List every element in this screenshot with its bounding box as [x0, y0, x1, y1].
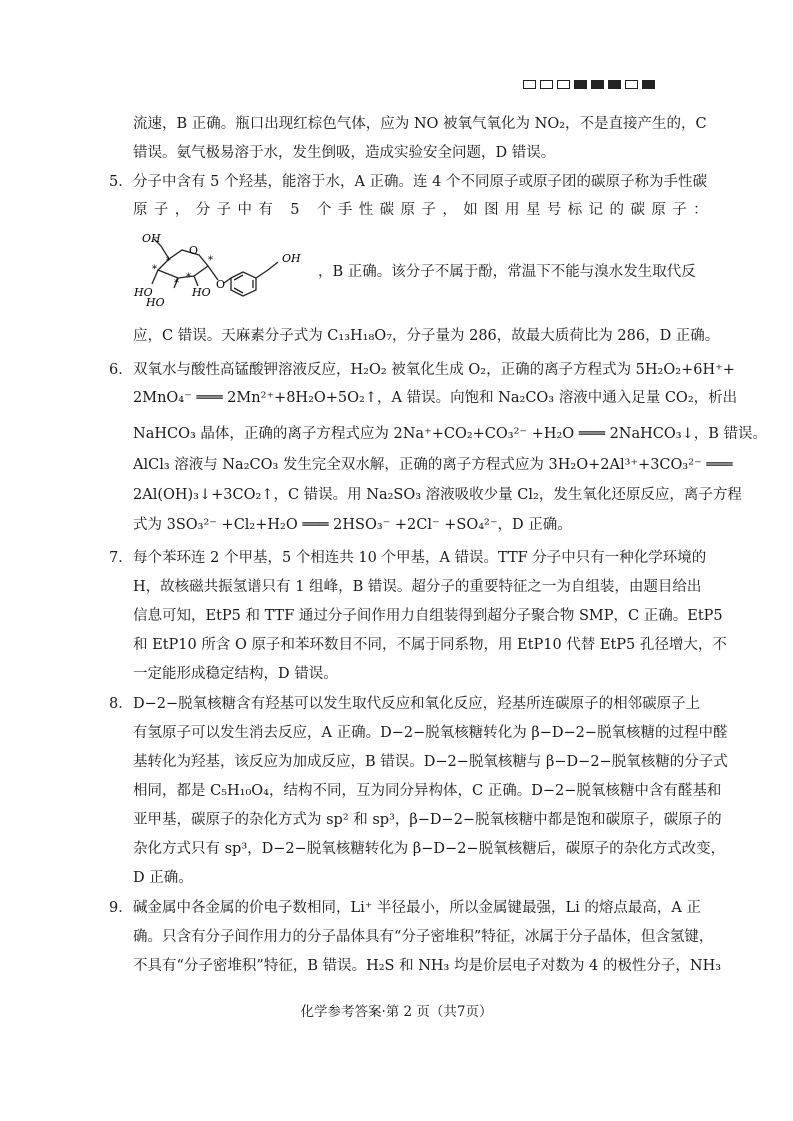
question-number: 6．	[109, 362, 133, 378]
text-line: 错误。氨气极易溶于水，发生倒吸，造成实验安全问题，D 错误。	[133, 145, 556, 161]
chiral-star: *	[186, 272, 191, 283]
text-line: 2Al(OH)₃↓+3CO₂↑，C 错误。用 Na₂SO₃ 溶液吸收少量 Cl₂，发生氧化还原反应，离子方程	[133, 487, 742, 503]
text-line: 式为 3SO₃²⁻ +Cl₂+H₂O ═══ 2HSO₃⁻ +2Cl⁻ +SO₄²⁻，D 正确。	[133, 517, 572, 533]
page-mark-empty	[540, 80, 553, 89]
question-number: 7．	[109, 550, 133, 566]
structure-label: HO	[192, 286, 211, 299]
text-line: 碱金属中各金属的价电子数相同，Li⁺ 半径最小，所以金属键最强，Li 的熔点最高，A 正	[133, 900, 701, 916]
page-mark-filled	[591, 80, 604, 89]
text-line: 基转化为羟基，该反应为加成反应，B 错误。D−2−脱氧核糖与 β−D−2−脱氧核糖的分子式	[133, 754, 728, 770]
chiral-star: *	[208, 255, 213, 266]
structure-label: OH	[282, 252, 301, 265]
text-line: 一定能形成稳定结构，D 错误。	[133, 666, 338, 682]
text-line: 应，C 错误。天麻素分子式为 C₁₃H₁₈O₇，分子量为 286，故最大质荷比为 286，D 正确。	[133, 328, 720, 344]
text-line: 信息可知，EtP5 和 TTF 通过分子间作用力自组装得到超分子聚合物 SMP，C 正确。EtP5	[133, 608, 723, 624]
structure-label: O	[216, 278, 226, 291]
text-line: AlCl₃ 溶液与 Na₂CO₃ 发生完全双水解，正确的离子方程式应为 3H₂O+2Al³⁺+3CO₃²⁻ ═══	[133, 457, 733, 473]
gastrodin-structure-icon	[128, 228, 316, 310]
chiral-star: *	[174, 278, 179, 289]
question-number: 9．	[109, 900, 133, 916]
text-line: 流速，B 正确。瓶口出现红棕色气体，应为 NO 被氧气氧化为 NO₂，不是直接产生的，C	[133, 116, 707, 132]
structure-label: HO	[146, 296, 165, 309]
text-line: 双氧水与酸性高锰酸钾溶液反应，H₂O₂ 被氧化生成 O₂，正确的离子方程式为 5H₂O₂+6H⁺+	[133, 362, 735, 378]
text-line: 有氢原子可以发生消去反应，A 正确。D−2−脱氧核糖转化为 β−D−2−脱氧核糖的过程中醛	[133, 725, 728, 741]
text-line: 每个苯环连 2 个甲基，5 个相连共 10 个甲基，A 错误。TTF 分子中只有一种化学环境的	[133, 550, 707, 566]
text-line: 确。只含有分子间作用力的分子晶体具有“分子密堆积”特征，冰属于分子晶体，但含氢键，	[133, 929, 714, 945]
page-footer: 化学参考答案·第 2 页（共7页）	[300, 1004, 493, 1020]
page-mark-filled	[608, 80, 621, 89]
page-mark-empty	[557, 80, 570, 89]
structure-label: O	[189, 244, 199, 257]
structure-label: OH	[142, 232, 161, 245]
question-number: 5．	[109, 174, 133, 190]
text-line: 分子中含有 5 个羟基，能溶于水，A 正确。连 4 个不同原子或原子团的碳原子称为手性碳	[133, 174, 707, 190]
page-mark-empty	[625, 80, 638, 89]
page-mark-filled	[642, 80, 655, 89]
text-line: NaHCO₃ 晶体，正确的离子方程式应为 2Na⁺+CO₂+CO₃²⁻ +H₂O ═══ 2NaHCO₃↓，B 错误。	[133, 426, 767, 442]
page-indicator	[523, 80, 655, 89]
page-mark-filled	[574, 80, 587, 89]
text-line: 亚甲基，碳原子的杂化方式为 sp² 和 sp³，β−D−2−脱氧核糖中都是饱和碳原子，碳原子的	[133, 812, 722, 828]
page-mark-empty	[523, 80, 536, 89]
text-line: H，故核磁共振氢谱只有 1 组峰，B 错误。超分子的重要特征之一为自组装，由题目给出	[133, 579, 702, 595]
text-line: 和 EtP10 所含 O 原子和苯环数目不同，不属于同系物，用 EtP10 代替 EtP5 孔径增大，不	[133, 637, 727, 653]
text-line: D−2−脱氧核糖含有羟基可以发生取代反应和氧化反应，羟基所连碳原子的相邻碳原子上	[133, 696, 701, 712]
text-line: D 正确。	[133, 870, 193, 886]
chiral-star: *	[166, 256, 171, 267]
question-number: 8．	[109, 696, 133, 712]
text-line: 2MnO₄⁻ ═══ 2Mn²⁺+8H₂O+5O₂↑，A 错误。向饱和 Na₂CO₃ 溶液中通入足量 CO₂，析出	[133, 390, 738, 406]
text-line: 不具有“分子密堆积”特征，B 错误。H₂S 和 NH₃ 均是价层电子对数为 4 的极性分子，NH₃	[133, 958, 722, 974]
chiral-star: *	[152, 264, 157, 275]
text-line: ，B 正确。该分子不属于酚，常温下不能与溴水发生取代反	[318, 264, 696, 280]
structure-label: HO	[134, 286, 153, 299]
text-line: 相同，都是 C₅H₁₀O₄，结构不同，互为同分异构体，C 正确。D−2−脱氧核糖中含有醛基和	[133, 783, 722, 799]
text-line: 杂化方式只有 sp³，D−2−脱氧核糖转化为 β−D−2−脱氧核糖后，碳原子的杂化方式改变，	[133, 841, 726, 857]
text-line: 原子，分子中有 5 个手性碳原子，如图用星号标记的碳原子：	[133, 202, 715, 218]
